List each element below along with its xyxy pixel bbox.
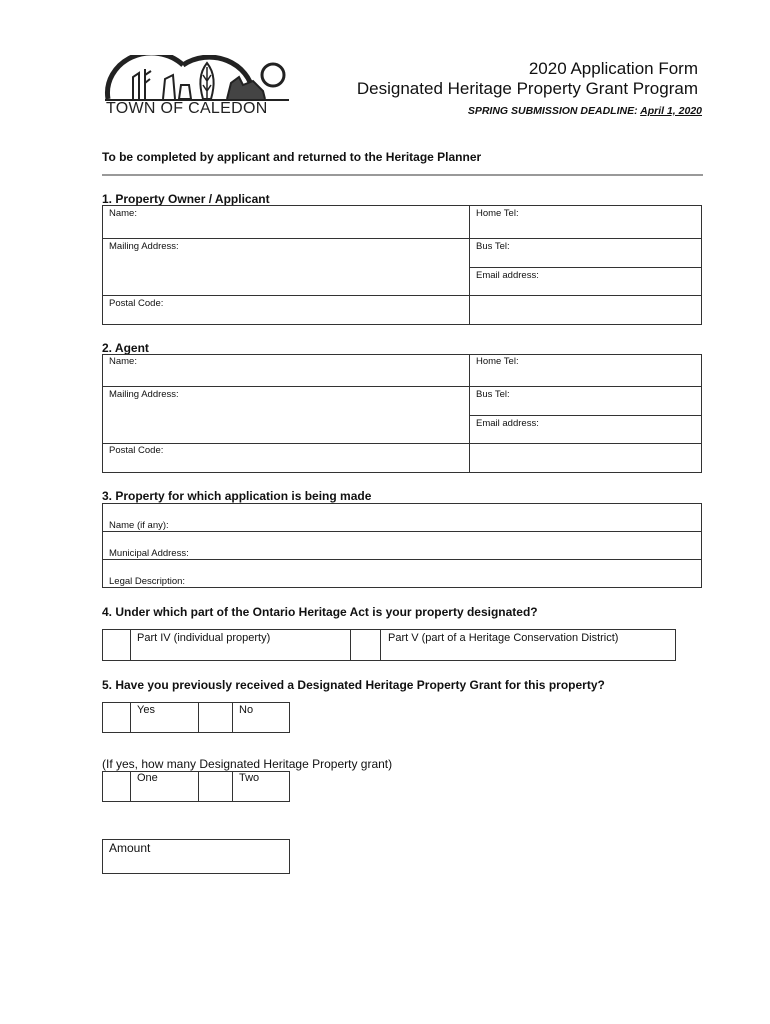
owner-mailing-address-field[interactable]: Mailing Address: [109,241,179,252]
two-label: Two [239,772,260,784]
yes-checkbox[interactable] [103,703,130,732]
part4-option-label: Part IV (individual property) [137,632,271,644]
divider [102,559,702,560]
owner-postal-code-field[interactable]: Postal Code: [109,298,164,309]
part5-option-label: Part V (part of a Heritage Conservation District) [388,632,619,644]
section1-title: 1. Property Owner / Applicant [102,192,270,206]
no-checkbox[interactable] [199,703,232,732]
section5-title: 5. Have you previously received a Designated Heritage Property Grant for this property? [102,678,605,692]
divider [469,354,470,473]
divider [130,629,131,661]
part4-checkbox[interactable] [103,630,130,660]
section1-table [102,205,702,325]
divider [380,629,381,661]
municipal-address-field[interactable]: Municipal Address: [109,548,189,559]
form-title: 2020 Application Form [528,59,698,78]
agent-postal-code-field[interactable]: Postal Code: [109,445,164,456]
amount-label: Amount [109,841,151,855]
divider [469,267,702,268]
divider [232,702,233,733]
owner-name-field[interactable]: Name: [109,208,137,219]
legal-description-field[interactable]: Legal Description: [109,576,186,587]
one-checkbox[interactable] [103,772,130,801]
logo-text: TOWN OF CALEDON [106,100,268,117]
agent-name-field[interactable]: Name: [109,356,137,367]
agent-mailing-address-field[interactable]: Mailing Address: [109,389,179,400]
part5-checkbox[interactable] [351,630,380,660]
divider [102,443,702,444]
two-checkbox[interactable] [199,772,232,801]
one-label: One [137,772,158,784]
property-name-field[interactable]: Name (if any): [109,520,169,531]
agent-bus-tel-field[interactable]: Bus Tel: [476,389,510,400]
owner-email-field[interactable]: Email address: [476,270,539,281]
section3-title: 3. Property for which application is being made [102,489,372,503]
divider [469,415,702,416]
divider [102,174,703,176]
section2-table [102,354,702,473]
owner-home-tel-field[interactable]: Home Tel: [476,208,519,219]
intro-text: To be completed by applicant and returned to the Heritage Planner [102,150,482,164]
divider [469,205,470,325]
no-label: No [239,704,254,716]
section2-title: 2. Agent [102,341,149,355]
deadline-date: April 1, 2020 [640,105,702,117]
divider [130,702,131,733]
owner-bus-tel-field[interactable]: Bus Tel: [476,241,510,252]
divider [232,771,233,802]
divider [102,386,702,387]
divider [102,531,702,532]
agent-home-tel-field[interactable]: Home Tel: [476,356,519,367]
agent-email-field[interactable]: Email address: [476,418,539,429]
section3-table [102,503,702,588]
deadline-label: SPRING SUBMISSION DEADLINE: [467,105,638,117]
grant-count-question: (If yes, how many Designated Heritage Property grant) [102,757,393,771]
program-title: Designated Heritage Property Grant Program [356,79,698,98]
yes-label: Yes [137,704,155,716]
deadline [468,105,702,117]
divider [102,238,702,239]
section4-title: 4. Under which part of the Ontario Heritage Act is your property designated? [102,605,538,619]
divider [130,771,131,802]
divider [102,295,702,296]
